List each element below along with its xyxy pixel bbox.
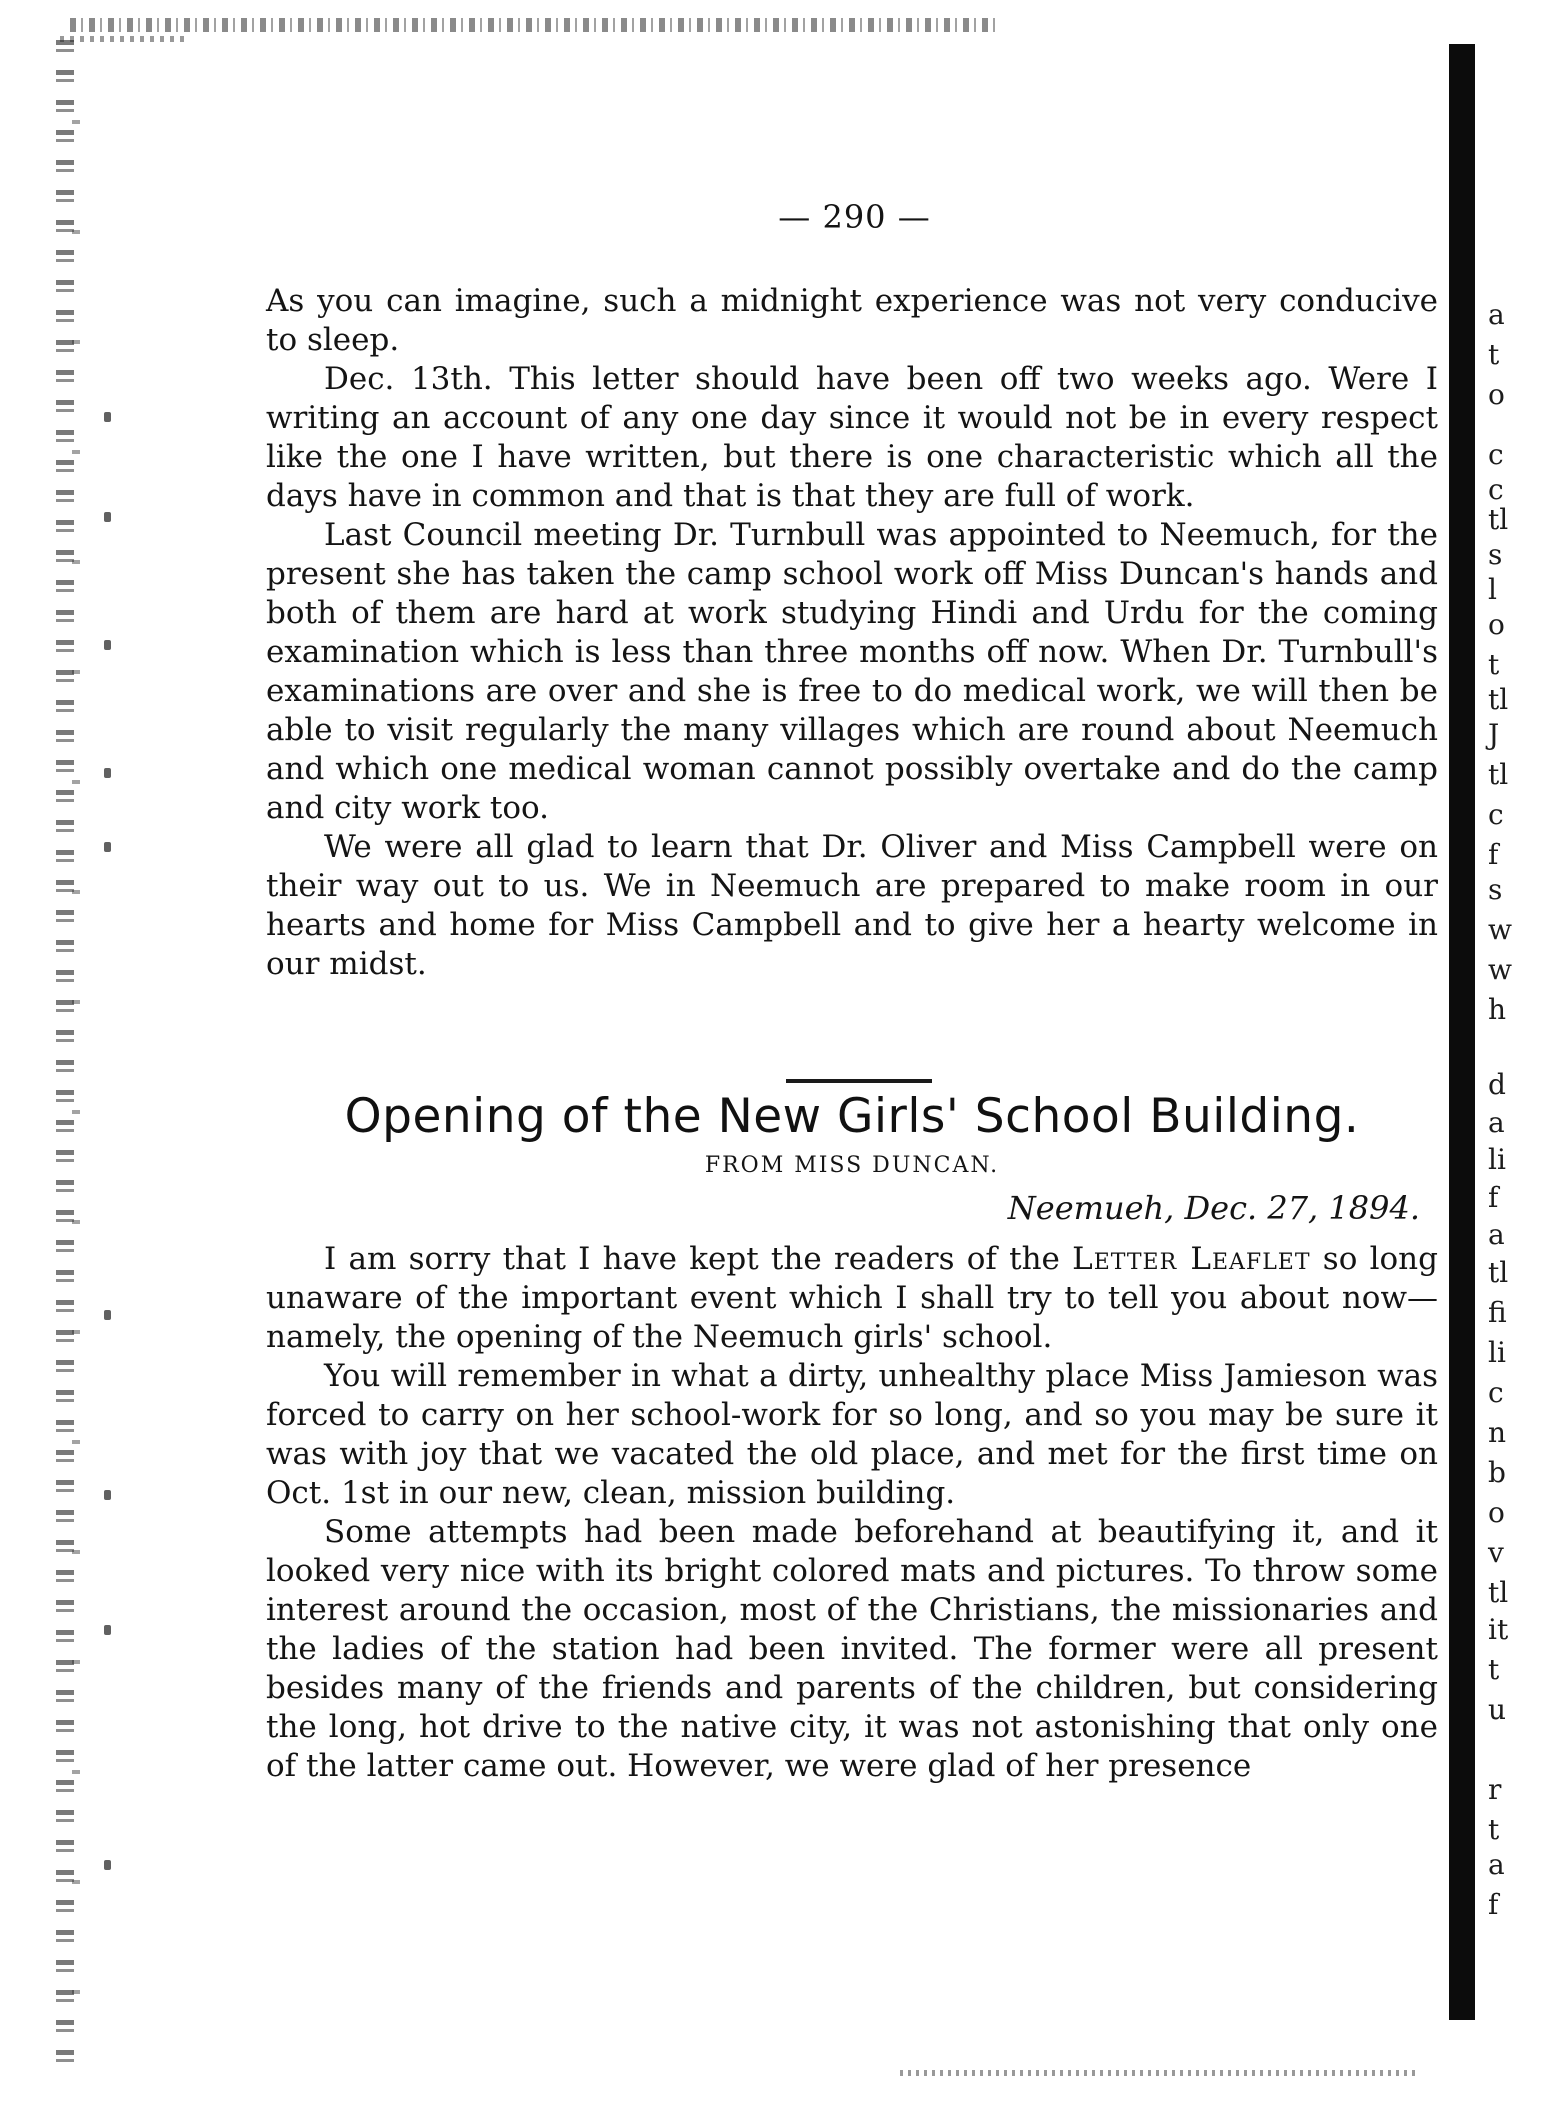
- fragment: J: [1488, 718, 1500, 751]
- fragment: r: [1488, 1773, 1502, 1806]
- intro-text-start: I am sorry that I have kept the readers of the: [324, 1241, 1073, 1277]
- fragment: d: [1488, 1068, 1506, 1101]
- article-body: [266, 1240, 1438, 1786]
- fragment: tl: [1488, 503, 1509, 536]
- fragment: h: [1488, 993, 1507, 1026]
- fragment: f: [1488, 838, 1499, 871]
- scan-noise-bottom: [900, 2070, 1420, 2076]
- paragraph: [266, 1240, 1438, 1357]
- speck: [104, 1310, 111, 1320]
- fragment: s: [1488, 538, 1503, 571]
- fragment: t: [1488, 1813, 1500, 1846]
- fragment: s: [1488, 873, 1503, 906]
- fragment: w: [1488, 913, 1512, 946]
- speck: [104, 640, 111, 650]
- fragment: c: [1488, 1376, 1504, 1409]
- publication-name: Letter Leaflet: [1072, 1241, 1311, 1277]
- fragment: tl: [1488, 758, 1509, 791]
- gutter-specks: [0, 0, 1, 1]
- fragment: o: [1488, 378, 1505, 411]
- speck: [104, 1490, 111, 1500]
- fragment: it: [1488, 1613, 1509, 1646]
- fragment: tl: [1488, 683, 1509, 716]
- speck: [104, 412, 111, 422]
- fragment: o: [1488, 1496, 1505, 1529]
- fragment: c: [1488, 798, 1504, 831]
- speck: [104, 512, 111, 522]
- intro-text-end: so long unaware of the important event which I shall try to tell you about now—namely, the opening of the Neemuch girls' school.: [266, 1241, 1438, 1355]
- fragment: a: [1488, 298, 1505, 331]
- fragment: t: [1488, 1653, 1500, 1686]
- fragment: u: [1488, 1693, 1507, 1726]
- fragment: li: [1488, 1336, 1506, 1369]
- fragment: c: [1488, 473, 1504, 506]
- article-dateline: Neemueh, Dec. 27, 1894.: [1007, 1189, 1420, 1227]
- fragment: tl: [1488, 1576, 1509, 1609]
- fragment: b: [1488, 1456, 1506, 1489]
- section-divider: [786, 1079, 932, 1083]
- fragment: f: [1488, 1181, 1499, 1214]
- speck: [104, 842, 111, 852]
- scan-noise-top: [70, 18, 1000, 32]
- facing-page-column: [1488, 0, 1554, 2103]
- fragment: c: [1488, 438, 1504, 471]
- fragment: a: [1488, 1106, 1505, 1139]
- paragraph: As you can imagine, such a midnight experience was not very conducive to sleep.: [266, 283, 1438, 358]
- letter-continuation: [266, 282, 1438, 984]
- fragment: w: [1488, 953, 1512, 986]
- fragment: f: [1488, 1888, 1499, 1921]
- fragment: a: [1488, 1218, 1505, 1251]
- fragment: li: [1488, 1143, 1506, 1176]
- paragraph: Last Council meeting Dr. Turnbull was appointed to Neemuch, for the present she has taken the camp school work off Miss Duncan's hands and both of them are hard at work studying Hindi and Urdu for the coming examination which is less than three months off now. When Dr. Turnbull's examinations are over and she is free to do medical work, we will then be able to visit regularly the many villages which are round about Neemuch and which one medical woman cannot possibly overtake and do the camp and city work too.: [266, 517, 1438, 826]
- paragraph: You will remember in what a dirty, unhealthy place Miss Jamieson was forced to carry on her school-work for so long, and so you may be sure it was with joy that we vacated the old place, and met for the first time on Oct. 1st in our new, clean, mission building.: [266, 1358, 1438, 1511]
- page-gutter-shadow: [72, 60, 80, 2060]
- fragment: o: [1488, 608, 1505, 641]
- fragment: a: [1488, 1848, 1505, 1881]
- fragment: l: [1488, 573, 1497, 606]
- fragment: fi: [1488, 1296, 1507, 1329]
- speck: [104, 1860, 111, 1870]
- speck: [104, 1625, 111, 1635]
- page-number-text: — 290 —: [778, 198, 931, 236]
- page-number: [0, 198, 1554, 236]
- paragraph: Dec. 13th. This letter should have been off two weeks ago. Were I writing an account of any one day since it would not be in every respect like the one I have written, but there is one characteristic which all the days have in common and that is that they are full of work.: [266, 361, 1438, 514]
- article-byline: FROM MISS DUNCAN.: [704, 1153, 1000, 1178]
- fragment: t: [1488, 338, 1500, 371]
- fragment: tl: [1488, 1256, 1509, 1289]
- fragment: t: [1488, 648, 1500, 681]
- paragraph: We were all glad to learn that Dr. Oliver and Miss Campbell were on their way out to us. We in Neemuch are prepared to make room in our hearts and home for Miss Campbell and to give her a hearty welcome in our midst.: [266, 829, 1438, 982]
- fragment: v: [1488, 1536, 1504, 1569]
- scan-noise-top-left: [60, 36, 190, 42]
- speck: [104, 768, 111, 778]
- article-title: Opening of the New Girls' School Building.: [344, 1089, 1360, 1144]
- paragraph: Some attempts had been made beforehand at beautifying it, and it looked very nice with its bright colored mats and pictures. To throw some interest around the occasion, most of the Christians, the missionaries and the ladies of the station had been invited. The former were all present besides many of the friends and parents of the children, but considering the long, hot drive to the native city, it was not astonishing that only one of the latter came out. However, we were glad of her presence: [266, 1514, 1438, 1784]
- fragment: n: [1488, 1416, 1507, 1449]
- page-binding-edge: [1449, 44, 1475, 2020]
